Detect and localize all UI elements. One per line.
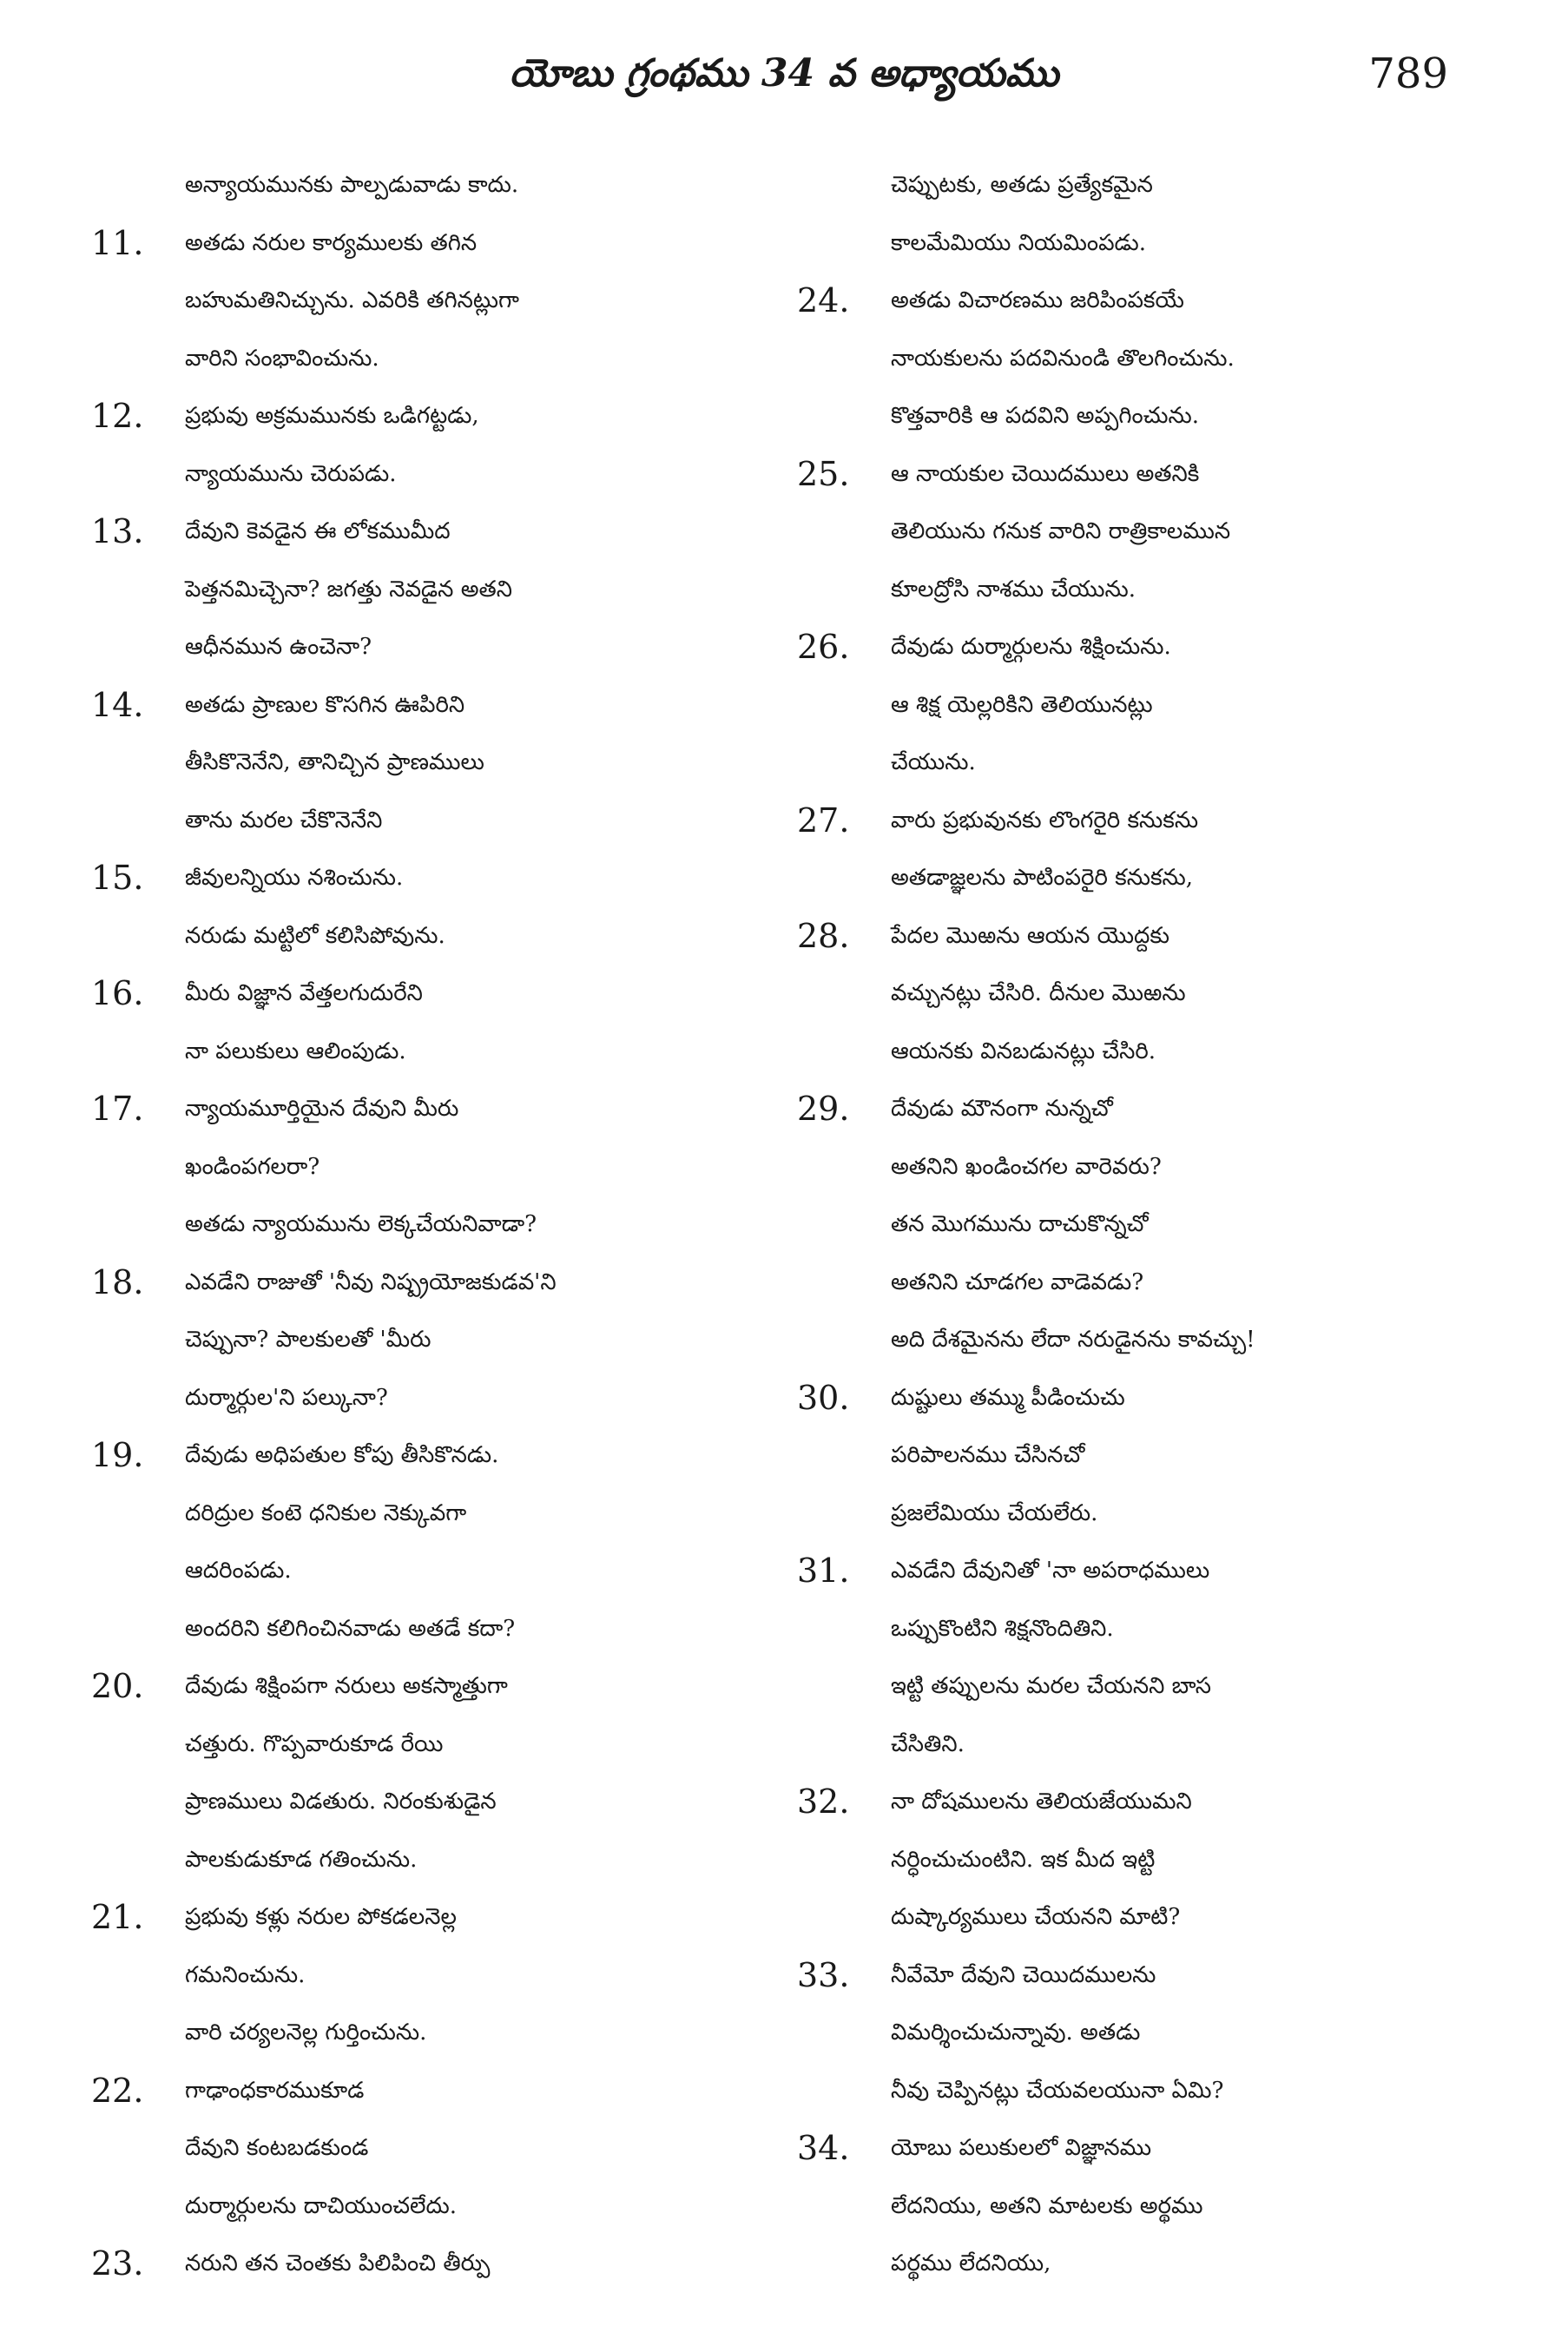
verse-number: 28. — [797, 916, 850, 955]
verse-line: దేవుడు మౌనంగా నున్నచో — [891, 1096, 1113, 1122]
verse-line: నరుని తన చెంతకు పిలిపించి తీర్పు — [185, 2250, 491, 2276]
verse-line: చెప్పుటకు, అతడు ప్రత్యేకమైన — [891, 172, 1153, 198]
verse-number: 27. — [797, 800, 850, 840]
verse-line: లేదనియు, అతని మాటలకు అర్థము — [891, 2192, 1203, 2219]
verse-number: 14. — [91, 685, 144, 724]
verse-line: దరిద్రుల కంటె ధనికుల నెక్కువగా — [185, 1499, 467, 1526]
verse — [91, 676, 786, 850]
verse-line: న్యాయమూర్తియైన దేవుని మీరు — [185, 1096, 459, 1122]
verse-line: న్యాయమును చెరుపడు. — [185, 460, 397, 487]
verse-line: జీవులన్నియు నశించును. — [185, 865, 404, 891]
verse-line: తాను మరల చేకొనెనేని — [185, 807, 383, 833]
verse-line: నా దోషములను తెలియజేయుమని — [891, 1789, 1192, 1815]
verse — [797, 1080, 1492, 1369]
verse-line: యోబు పలుకులలో విజ్ఞానము — [891, 2135, 1152, 2161]
verse-line: పేదల మొఱను ఆయన యొద్దకు — [891, 922, 1169, 949]
running-title: యోబు గ్రంథము 34 వ అధ్యాయము — [509, 51, 1059, 96]
verse-number: 33. — [797, 1955, 850, 1994]
verse-number: 16. — [91, 974, 144, 1012]
verse-line: ఇట్టి తప్పులను మరల చేయనని బాస — [891, 1673, 1211, 1699]
verse-line: తీసికొనెనేని, తానిచ్చిన ప్రాణములు — [185, 749, 484, 775]
verse-number: 19. — [91, 1436, 144, 1474]
verse — [91, 849, 786, 965]
verse-number: 17. — [91, 1090, 144, 1128]
verse — [797, 1542, 1492, 1773]
verse-line: దుర్మార్గులను దాచియుంచలేదు. — [185, 2192, 458, 2219]
verse-line: ఆయనకు వినబడునట్లు చేసిరి. — [891, 1038, 1156, 1064]
verse — [91, 503, 786, 676]
verse — [797, 272, 1492, 445]
verse-number: 12. — [91, 397, 144, 435]
verse-line: పెత్తనమిచ్చెనా? జగత్తు నెవడైన అతని — [185, 576, 512, 603]
verse-line: పాలకుడుకూడ గతించును. — [185, 1846, 418, 1873]
verse-number: 24. — [797, 281, 850, 320]
verse-line: తెలియును గనుక వారిని రాత్రికాలమున — [891, 518, 1231, 544]
verse-line: చెప్పునా? పాలకులతో 'మీరు — [185, 1327, 432, 1353]
verse-line: ఆ శిక్ష యెల్లరికిని తెలియునట్లు — [891, 691, 1153, 718]
verse-number: 26. — [797, 628, 850, 666]
verse — [797, 792, 1492, 907]
verse-line: చేయును. — [891, 749, 976, 775]
verse-number: 34. — [797, 2129, 850, 2167]
verse-number: 22. — [91, 2071, 144, 2110]
verse — [91, 387, 786, 503]
verse-line: దేవుడు అధిపతుల కోపు తీసికొనడు. — [185, 1442, 499, 1468]
page-header — [0, 35, 1568, 113]
verse-number: 20. — [91, 1667, 144, 1705]
verse — [797, 1773, 1492, 1947]
verse-line: ఎవడేని దేవునితో 'నా అపరాధములు — [891, 1558, 1210, 1584]
verse — [91, 1080, 786, 1254]
verse-line: అన్యాయమునకు పాల్పడువాడు కాదు. — [185, 172, 519, 198]
verse-line: అతడు విచారణము జరిపింపకయే — [891, 287, 1184, 313]
verse-line: అతనిని చూడగల వాడెవడు? — [891, 1268, 1144, 1295]
verse — [91, 1254, 786, 1427]
verse — [797, 2119, 1492, 2293]
verse-line: ప్రజలేమియు చేయలేరు. — [891, 1499, 1098, 1526]
verse-line: చేసితిని. — [891, 1730, 965, 1757]
verse-line: ఒప్పుకొంటిని శిక్షనొందితిని. — [891, 1615, 1114, 1642]
verse-line: అతనిని ఖండించగల వారెవరు? — [891, 1153, 1162, 1180]
verse-line: నీవు చెప్పినట్లు చేయవలయునా ఏమి? — [891, 2077, 1224, 2104]
verse-line: నా పలుకులు ఆలింపుడు. — [185, 1038, 406, 1064]
verse — [797, 1369, 1492, 1543]
verse-line: దేవుని కెవడైన ఈ లోకముమీద — [185, 518, 451, 544]
verse-number: 21. — [91, 1898, 144, 1936]
verse-line: విమర్శించుచున్నావు. అతడు — [891, 2019, 1141, 2046]
verse — [91, 214, 786, 388]
verse-line: దేవుడు శిక్షింపగా నరులు అకస్మాత్తుగా — [185, 1673, 508, 1699]
verse-number: 15. — [91, 859, 144, 897]
verse-line: నర్ధించుచుంటిని. ఇక మీద ఇట్టి — [891, 1846, 1156, 1873]
verse-line: నరుడు మట్టిలో కలిసిపోవును. — [185, 922, 445, 949]
verse-line: దేవుని కంటబడకుండ — [185, 2135, 369, 2161]
verse-line: కొత్తవారికి ఆ పదవిని అప్పగించును. — [891, 403, 1199, 429]
verse-line: వచ్చునట్లు చేసిరి. దీనుల మొఱను — [891, 980, 1186, 1006]
verse-line: గాఢాంధకారముకూడ — [185, 2077, 365, 2104]
left-column — [91, 156, 786, 2293]
verse-line: వారి చర్యలనెల్ల గుర్తించును. — [185, 2019, 427, 2046]
verse — [797, 156, 1492, 272]
verse-line: మీరు విజ్ఞాన వేత్తలగుదురేని — [185, 980, 423, 1006]
verse-number: 25. — [797, 454, 850, 493]
verse-line: దుర్మార్గుల'ని పల్కునా? — [185, 1384, 388, 1411]
verse — [797, 1947, 1492, 2120]
verse-line: ప్రభువు కళ్లు నరుల పోకడలనెల్ల — [185, 1904, 457, 1930]
verse — [797, 445, 1492, 619]
verse-number: 18. — [91, 1262, 144, 1301]
verse — [91, 1657, 786, 1888]
verse-line: అతడాజ్ఞలను పాటింపరైరి కనుకను, — [891, 865, 1194, 891]
verse-line: కూలద్రోసి నాశము చేయును. — [891, 576, 1136, 603]
verse-line: ప్రభువు అక్రమమునకు ఒడిగట్టడు, — [185, 403, 479, 429]
page-number: 789 — [1368, 49, 1448, 98]
verse-line: పరిపాలనము చేసినచో — [891, 1442, 1085, 1468]
verse — [797, 907, 1492, 1081]
verse-number: 32. — [797, 1782, 850, 1821]
verse-line: ఖండింపగలరా? — [185, 1153, 320, 1180]
verse-number: 31. — [797, 1552, 850, 1590]
verse-number: 29. — [797, 1090, 850, 1128]
verse-line: కాలమేమియు నియమింపడు. — [891, 229, 1147, 256]
verse-line: దుష్కార్యములు చేయనని మాటి? — [891, 1904, 1181, 1930]
verse-line: దేవుడు దుర్మార్గులను శిక్షించును. — [891, 634, 1171, 660]
verse-line: గమనించును. — [185, 1961, 306, 1988]
verse-line: ప్రాణములు విడతురు. నిరంకుశుడైన — [185, 1789, 497, 1815]
verse — [91, 1888, 786, 2062]
verse-number: 13. — [91, 512, 144, 550]
verse-line: ఆ నాయకుల చెయిదములు అతనికి — [891, 460, 1200, 487]
verse — [91, 2235, 786, 2293]
verse-line: అతడు నరుల కార్యములకు తగిన — [185, 229, 478, 256]
verse-number: 11. — [91, 223, 144, 262]
verse-line: చత్తురు. గొప్పవారుకూడ రేయి — [185, 1730, 444, 1757]
verse-line: నీవేమో దేవుని చెయిదములను — [891, 1961, 1156, 1988]
verse-line: అది దేశమైనను లేదా నరుడైనను కావచ్చు! — [891, 1327, 1255, 1353]
verse-line: నాయకులను పదవినుండి తొలగించును. — [891, 345, 1235, 372]
verse-line: బహుమతినిచ్చును. ఎవరికి తగినట్లుగా — [185, 287, 519, 313]
verse-line: పర్థము లేదనియు, — [891, 2250, 1051, 2276]
verse-line: వారిని సంభావించును. — [185, 345, 379, 372]
verse-line: తన మొగమును దాచుకొన్నచో — [891, 1211, 1149, 1237]
verse — [91, 156, 786, 214]
verse-number: 23. — [91, 2244, 144, 2283]
verse — [91, 965, 786, 1080]
verse-number: 30. — [797, 1378, 850, 1417]
right-column — [797, 156, 1492, 2293]
verse-line: అతడు న్యాయమును లెక్కచేయనివాడా? — [185, 1211, 537, 1237]
verse — [91, 1426, 786, 1657]
verse-line: అతడు ప్రాణుల కొసగిన ఊపిరిని — [185, 691, 465, 718]
verse-line: ఎవడేని రాజుతో 'నీవు నిష్ప్రయోజకుడవ'ని — [185, 1268, 557, 1295]
verse-line: దుష్టులు తమ్ము పీడించుచు — [891, 1384, 1125, 1411]
verse — [797, 618, 1492, 792]
verse-line: అందరిని కలిగించినవాడు అతడే కదా? — [185, 1615, 516, 1642]
verse — [91, 2062, 786, 2236]
verse-line: ఆధీనమున ఉంచెనా? — [185, 634, 372, 660]
verse-line: ఆదరింపడు. — [185, 1558, 292, 1584]
verse-line: వారు ప్రభువునకు లొంగరైరి కనుకను — [891, 807, 1199, 833]
